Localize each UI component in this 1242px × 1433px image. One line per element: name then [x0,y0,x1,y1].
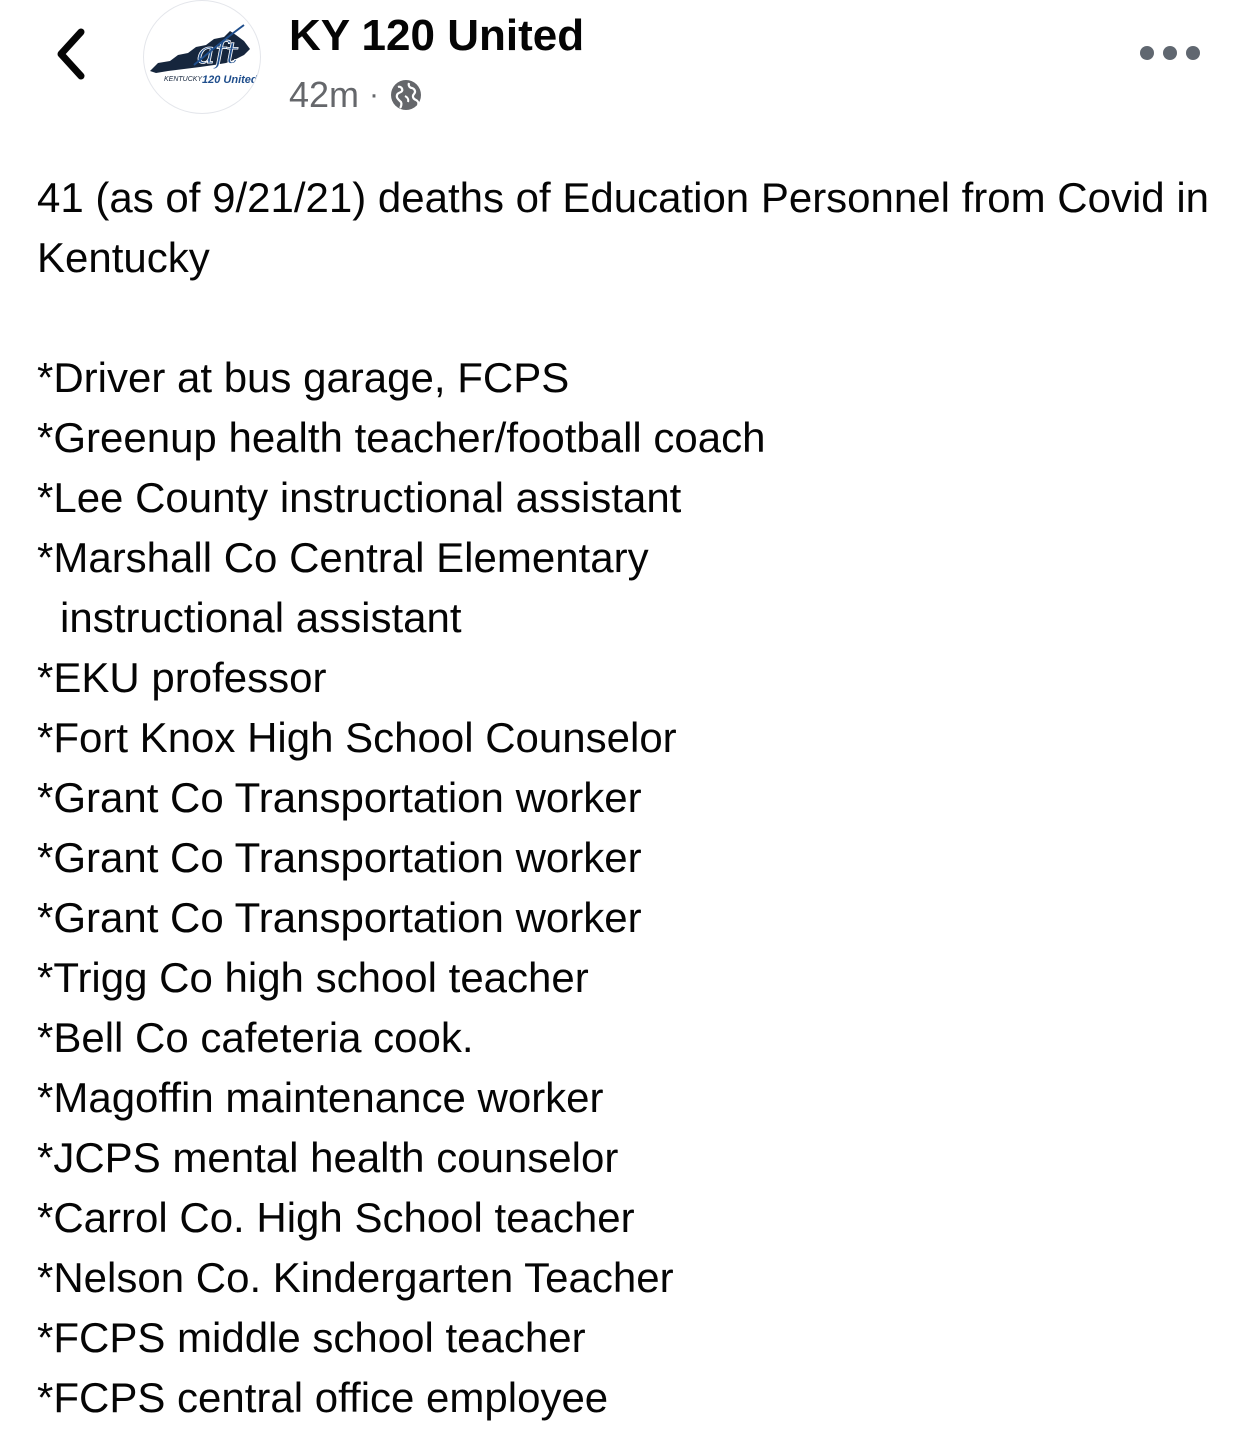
more-options-button[interactable] [1140,36,1200,70]
post-body [37,168,1217,1428]
svg-text:120 United: 120 United [202,74,258,86]
list-item: *Greenup health teacher/football coach [37,414,766,461]
list-item: *Trigg Co high school teacher [37,954,589,1001]
post-header [0,0,1242,130]
list-item: *FCPS central office employee [37,1374,609,1421]
list-item: *Carrol Co. High School teacher [37,1194,635,1241]
list-item: *FCPS middle school teacher [37,1314,586,1361]
back-button[interactable] [48,24,94,84]
list-item: *Grant Co Transportation worker [37,894,642,941]
list-item-continuation: instructional assistant [60,594,462,641]
list-item: *Driver at bus garage, FCPS [37,354,570,401]
page-avatar[interactable] [143,0,261,114]
post-meta [289,72,423,118]
list-item: *Nelson Co. Kindergarten Teacher [37,1254,674,1301]
list-item: *Lee County instructional assistant [37,474,682,521]
svg-text:aft: aft [197,36,239,71]
list-item: *Grant Co Transportation worker [37,774,642,821]
list-item: *EKU professor [37,654,327,701]
list-item: *Grant Co Transportation worker [37,834,642,881]
chevron-left-icon [51,26,91,82]
list-item: *Bell Co cafeteria cook. [37,1014,474,1061]
paragraph-spacer [37,288,1217,348]
list-item: *Fort Knox High School Counselor [37,714,677,761]
list-item: *JCPS mental health counselor [37,1134,619,1181]
more-dot [1163,46,1177,60]
aft-logo [144,1,261,114]
list-item: *Marshall Co Central Elementary [37,534,649,581]
page-name-link[interactable]: KY 120 United [289,11,585,60]
list-item: *Magoffin maintenance worker [37,1074,604,1121]
meta-separator: · [369,78,380,111]
svg-text:KENTUCKY: KENTUCKY [164,76,203,83]
globe-icon [389,78,423,112]
post-title: 41 (as of 9/21/21) deaths of Education Personnel from Covid in Kentucky [37,174,1210,281]
post-timestamp[interactable]: 42m [289,74,360,115]
more-dot [1186,46,1200,60]
more-dot [1140,46,1154,60]
